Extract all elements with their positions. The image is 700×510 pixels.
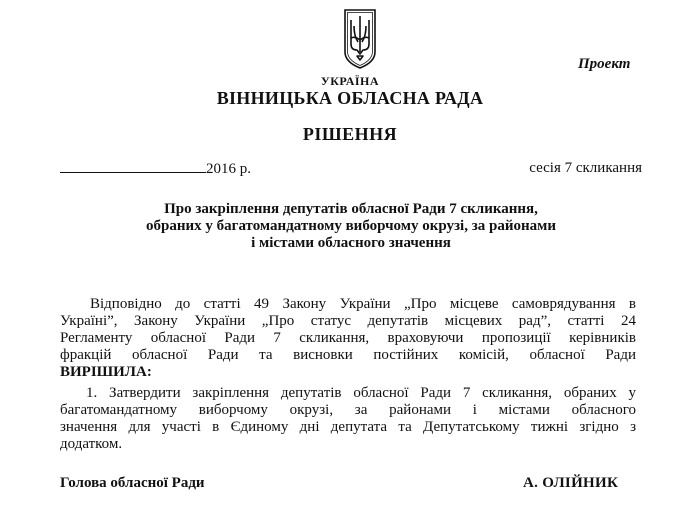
title-line: Про закріплення депутатів обласної Ради 7 скликання, — [164, 201, 538, 217]
council-name: ВІННИЦЬКА ОБЛАСНА РАДА — [216, 88, 484, 108]
trident-coat-of-arms-icon — [343, 8, 377, 70]
session-label: сесія 7 скликання — [529, 160, 642, 176]
preamble-line: Україні”, Закону України „Про статус депутатів місцевих рад”, статті 24 — [60, 313, 636, 329]
document-type: РІШЕННЯ — [302, 124, 398, 144]
signer-position: Голова обласної Ради — [60, 475, 205, 491]
date-blank — [60, 160, 206, 173]
resolution-item-1 — [60, 385, 636, 453]
preamble-line: фракцій обласної Ради та висновки постійних комісій, обласної Ради — [60, 347, 636, 363]
item-line: багатомандатному виборчому окрузі, за районами і містами обласного — [60, 402, 636, 418]
country-label: УКРАЇНА — [320, 74, 380, 88]
item-line: додатком. — [60, 436, 123, 452]
item-line: значення для участі в Єдиному дні депутата та Депутатському тижні згідно з — [60, 419, 636, 435]
preamble-line: Відповідно до статті 49 Закону України „Про місцеве самоврядування в — [90, 296, 636, 312]
date-year: 2016 р. — [206, 161, 251, 177]
draft-label: Проект — [578, 56, 631, 72]
title-line: і містами обласного значення — [251, 235, 451, 251]
preamble-line: Регламенту обласної Ради 7 скликання, враховуючи пропозиції керівників — [60, 330, 636, 346]
item-line: 1. Затвердити закріплення депутатів обласної Ради 7 скликання, обраних у — [86, 385, 636, 401]
signer-name: А. ОЛІЙНИК — [523, 475, 619, 491]
resolution-title — [60, 201, 642, 252]
title-line: обраних у багатомандатному виборчому окрузі, за районами — [146, 218, 556, 234]
preamble-paragraph — [60, 296, 636, 381]
resolved-heading: ВИРІШИЛА: — [60, 364, 152, 380]
date-line — [60, 160, 642, 178]
